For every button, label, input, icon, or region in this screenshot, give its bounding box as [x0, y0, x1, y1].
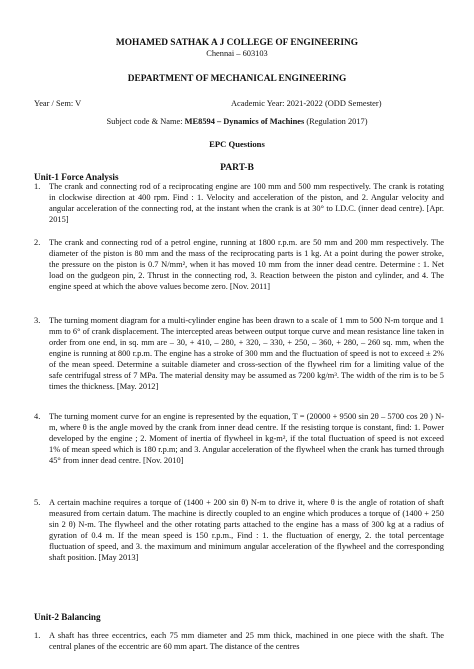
academic-year: Academic Year: 2021-2022 (ODD Semester)	[231, 99, 382, 108]
year-row	[34, 99, 444, 108]
question	[34, 497, 444, 563]
part-heading: PART-B	[220, 162, 254, 173]
epc-heading: EPC Questions	[209, 139, 265, 149]
college-city: Chennai – 603103	[206, 49, 268, 58]
unit2-title: Unit-2 Balancing	[34, 612, 101, 622]
question-number: 1.	[34, 182, 41, 191]
question-number: 1.	[34, 631, 41, 640]
subject-prefix: Subject code & Name:	[106, 117, 185, 126]
question-number: 3.	[34, 316, 41, 325]
subject-regulation: (Regulation 2017)	[304, 117, 368, 126]
question-text: A shaft has three eccentrics, each 75 mm diameter and 25 mm thick, machined in one piece with the shaft. The central planes of the eccentric are 60 mm apart. The distance of the centres	[49, 631, 444, 651]
question-text: The crank and connecting rod of a petrol engine, running at 1800 r.p.m. are 50 mm and 200 mm respectively. The diameter of the piston is 80 mm and the mass of the reciprocating parts is 1 kg. At a point during the power stroke, the pressure on the piston is 0.7 N/mm², when it has moved 10 mm from the inner dead centre. Determine : 1. Net load on the gudgeon pin, 2. Thrust in the connecting rod, 3. Reaction between the piston and cylinder, and 4. The engine speed at which the above values become zero. [Nov. 2011]	[49, 238, 444, 291]
question-text: A certain machine requires a torque of (1400 + 200 sin θ) N-m to drive it, where θ is the angle of rotation of shaft measured from certain datum. The machine is directly coupled to an engine which produces a torque of (1400 + 250 sin 2 θ) N-m. The flywheel and the other rotating parts attached to the engine has a mass of 300 kg at a radius of gyration of 0.4 m. If the mean speed is 150 r.p.m., Find : 1. the fluctuation of energy, 2. the total percentage fluctuation of speed, and 3. the maximum and minimum angular acceleration of the flywheel and the corresponding shaft position. [May 2013]	[49, 498, 444, 562]
question-number: 5.	[34, 498, 41, 507]
question	[34, 315, 444, 392]
question-text: The turning moment diagram for a multi-cylinder engine has been drawn to a scale of 1 mm to 500 N-m torque and 1 mm to 6° of crank displacement. The intercepted areas between output torque curve and mean resistance line taken in order from one end, in sq. mm are – 30, + 410, – 280, + 320, – 330, + 250, – 360, + 280, – 260 sq. mm, when the engine is running at 800 r.p.m. The engine has a stroke of 300 mm and the fluctuation of speed is not to exceed ± 2% of the mean speed. Determine a suitable diameter and cross-section of the flywheel rim for a limiting value of the safe centrifugal stress of 7 MPa. The material density may be assumed as 7200 kg/m³. The width of the rim is to be 5 times the thickness. [May. 2012]	[49, 316, 444, 391]
college-name: MOHAMED SATHAK A J COLLEGE OF ENGINEERING	[115, 38, 359, 48]
question-number: 4.	[34, 412, 41, 421]
question-text: The turning moment curve for an engine is represented by the equation, T = (20000 + 9500 sin 2θ – 5700 cos 2θ ) N-m, where θ is the angle moved by the crank from inner dead centre. If the resisting torque is constant, find: 1. Power developed by the engine ; 2. Moment of inertia of flywheel in kg-m², if the total fluctuation of speed is not exceed 1% of mean speed which is 180 r.p.m; and 3. Angular acceleration of the flywheel when the crank has turned through 45° from inner dead centre. [Nov. 2010]	[49, 412, 444, 465]
subject-code-name: ME8594 – Dynamics of Machines	[184, 117, 305, 126]
question-number: 2.	[34, 238, 41, 247]
question-text: The crank and connecting rod of a reciprocating engine are 100 mm and 500 mm respectively. The crank is rotating in clockwise direction at 400 rpm. Find : 1. Velocity and acceleration of the piston, and 2. Angular velocity and angular acceleration of the connecting rod, at the instant when the crank is at 30° to I.D.C. (inner dead centre). [Apr. 2015]	[49, 182, 444, 224]
department-name: DEPARTMENT OF MECHANICAL ENGINEERING	[127, 74, 347, 84]
question	[34, 630, 444, 652]
subject-line	[0, 117, 474, 126]
question	[34, 411, 444, 466]
question	[34, 237, 444, 292]
year-sem: Year / Sem: V	[34, 99, 82, 108]
unit1-title: Unit-1 Force Analysis	[34, 172, 119, 182]
question	[34, 181, 444, 225]
